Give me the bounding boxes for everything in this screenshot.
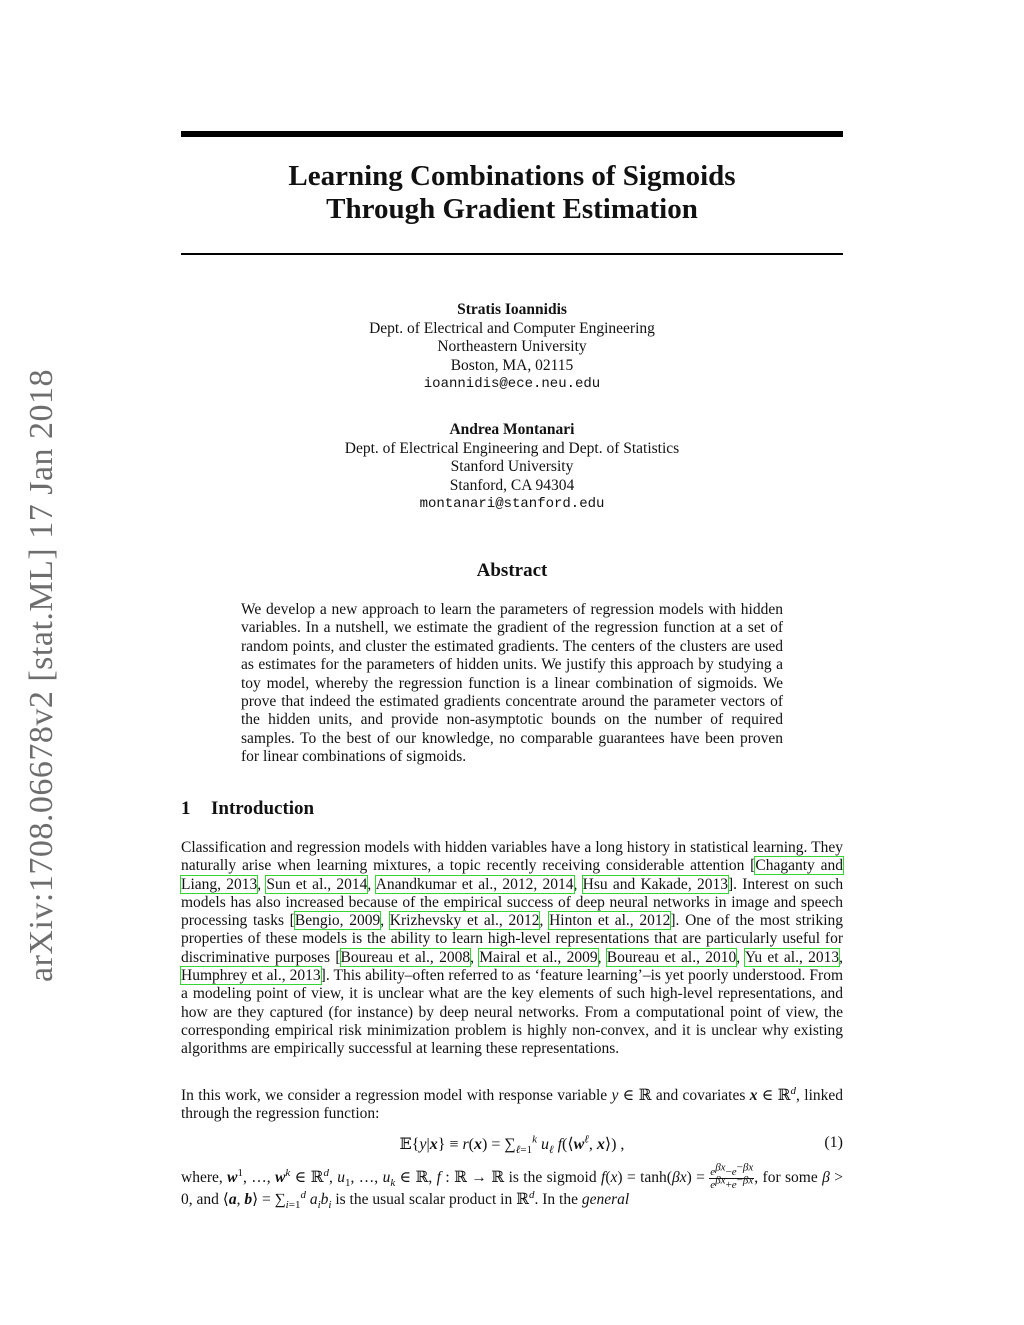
author-dept: Dept. of Electrical Engineering and Dept. of Statistics	[344, 439, 680, 457]
citation-link[interactable]: Anandkumar et al., 2012, 2014	[375, 875, 574, 893]
author-location: Boston, MA, 02115	[450, 356, 574, 374]
citation-link[interactable]: Boureau et al., 2008	[340, 948, 471, 966]
author-email: montanari@stanford.edu	[419, 496, 605, 512]
title-bottom-rule	[181, 253, 843, 255]
section-title: Introduction	[211, 798, 315, 819]
citation-link[interactable]: Hinton et al., 2012	[549, 912, 671, 930]
author-institution: Stanford University	[450, 458, 574, 475]
title-line-1: Learning Combinations of Sigmoids	[288, 160, 736, 192]
author-name: Stratis Ioannidis	[457, 301, 567, 318]
arxiv-identifier-stamp: arXiv:1708.06678v2 [stat.ML] 17 Jan 2018	[23, 368, 60, 982]
sigmoid-fraction: $\frac{e^{\beta x}-e^{-\beta x}}{e^{\beta x}+e^{-\beta x}}$	[710, 1161, 754, 1191]
intro-paragraph-1: Classification and regression models with hidden variables have a long history in statistical learning. They naturally arise when learning mixtures, a topic recently receiving considerable attention [Chaganty and Liang, 2013, Sun et al., 2014, Anandkumar et al., 2012, 2014, Hsu and Kakade, 2013]. Interest on such models has also increased because of the empirical success of deep neural networks in image and speech processing tasks [Bengio, 2009, Krizhevsky et al., 2012, Hinton et al., 2012]. One of the most striking properties of these models is the ability to learn high-level representations that are particularly useful for discriminative purposes [Boureau et al., 2008, Mairal et al., 2009, Boureau et al., 2010, Yu et al., 2013, Humphrey et al., 2013]. This ability–often referred to as ‘feature learning’–is yet poorly understood. From a modeling point of view, it is unclear what are the key elements of such high-level representations, and how are they captured (for instance) by deep neural networks. From a computational point of view, the corresponding empirical risk minimization problem is highly non-convex, and it is unclear why existing algorithms are empirically successful at learning these representations.	[181, 839, 844, 1058]
equation-body: 𝔼{y|x} ≡ $r(x) = \sum_{\ell=1}^k$ $u_\ell$ $f(⟨w^\ell$, x⟩) ,	[399, 1133, 625, 1157]
author-block-1	[181, 301, 843, 394]
citation-link[interactable]: Mairal et al., 2009	[479, 948, 598, 966]
author-name: Andrea Montanari	[449, 421, 575, 438]
author-location: Stanford, CA 94304	[449, 476, 575, 494]
author-institution: Northeastern University	[437, 338, 587, 355]
paper-title	[181, 160, 843, 226]
equation-number: (1)	[824, 1134, 843, 1151]
citation-link[interactable]: Hsu and Kakade, 2013	[582, 875, 728, 893]
citation-link[interactable]: Chaganty and Liang, 2013	[181, 857, 843, 893]
abstract-heading: Abstract	[476, 560, 548, 581]
intro-paragraph-3: where, $w^1$, …, $w^k$ ∈ ℝ$^d$, $u_1$, …, $u_k$ ∈ ℝ, f : ℝ → ℝ is the sigmoid f(x) = tanh(βx) = $\frac{e^{\beta x}-e^{-\beta x}}{e^{\beta x}+e^{-\beta x}}$ , for some β > 0, and ⟨a, b⟩ = $\sum_{i=1}^d$ $a_ib_i$ is the usual scalar product in ℝ$^d$. In the general	[181, 1161, 844, 1212]
intro-paragraph-2: In this work, we consider a regression model with response variable y ∈ ℝ and covariates x ∈ ℝ$^d$, linked through the regression function:	[181, 1084, 844, 1123]
citation-link[interactable]: Bengio, 2009	[294, 912, 381, 930]
author-dept: Dept. of Electrical and Computer Engineering	[369, 319, 655, 337]
section-number: 1	[181, 798, 191, 819]
citation-link[interactable]: Krizhevsky et al., 2012	[389, 912, 540, 930]
citation-link[interactable]: Boureau et al., 2010	[606, 948, 737, 966]
citation-link[interactable]: Yu et al., 2013	[744, 948, 840, 966]
title-line-2: Through Gradient Estimation	[326, 193, 698, 225]
citation-link[interactable]: Sun et al., 2014	[266, 875, 368, 893]
citation-link[interactable]: Humphrey et al., 2013	[181, 967, 321, 985]
equation-1	[181, 1132, 843, 1156]
section-heading	[181, 798, 314, 820]
abstract-text: We develop a new approach to learn the parameters of regression models with hidden variables. In a nutshell, we estimate the gradient of the regression function at a set of random points, and cluster the estimated gradients. The centers of the clusters are used as estimates for the parameters of hidden units. We justify this approach by studying a toy model, whereby the regression function is a linear combination of sigmoids. We prove that indeed the estimated gradients concentrate around the parameter vectors of the hidden units, and provide non-asymptotic bounds on the number of required samples. To the best of our knowledge, no comparable guarantees have been proven for linear combinations of sigmoids.	[241, 601, 783, 766]
author-block-2	[181, 421, 843, 514]
title-top-rule	[181, 131, 843, 137]
author-email: ioannidis@ece.neu.edu	[423, 376, 601, 392]
